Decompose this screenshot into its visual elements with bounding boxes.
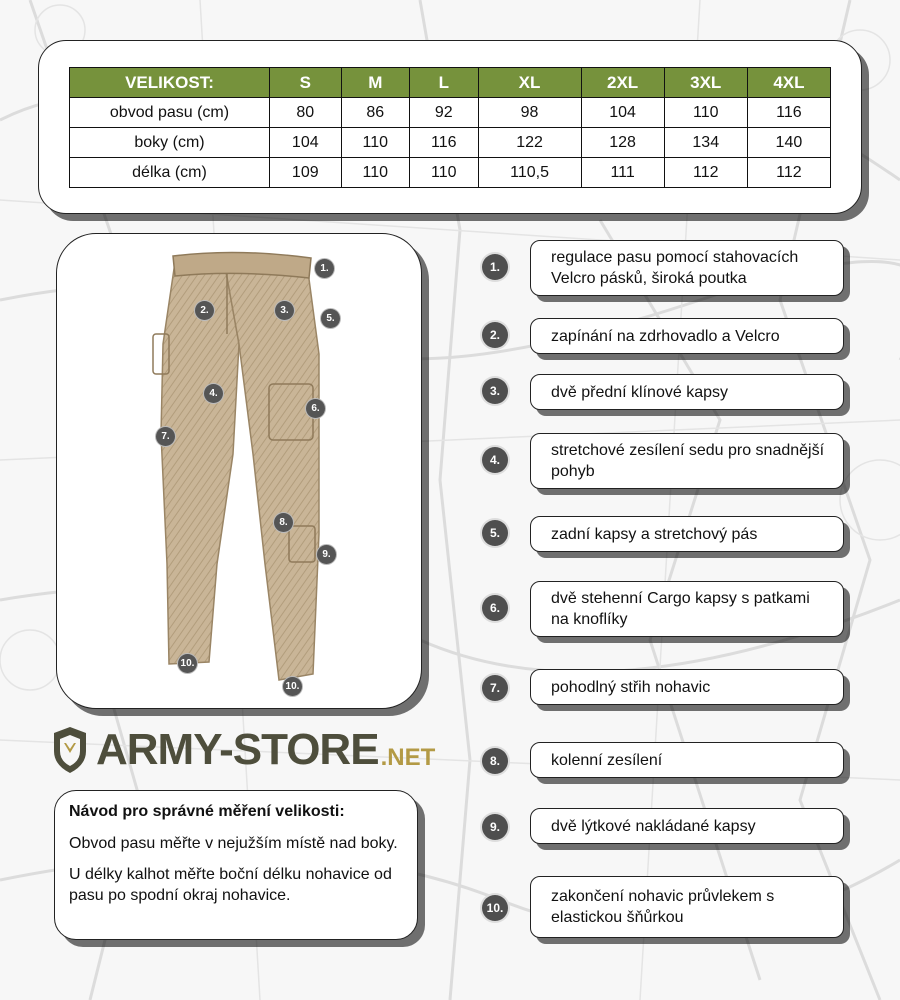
table-cell: 112 — [664, 158, 747, 188]
feature-number-badge: 1. — [482, 254, 508, 280]
feature-description: kolenní zesílení — [530, 742, 844, 778]
table-cell: 109 — [270, 158, 342, 188]
size-table — [69, 67, 831, 188]
feature-description: dvě stehenní Cargo kapsy s patkami na knoflíky — [530, 581, 844, 637]
header-cell: XL — [478, 68, 581, 98]
feature-number-badge: 3. — [482, 378, 508, 404]
table-cell: 80 — [270, 98, 342, 128]
callout-marker: 8. — [274, 513, 293, 532]
feature-item — [482, 240, 866, 298]
feature-description: pohodlný střih nohavic — [530, 669, 844, 705]
table-cell: 140 — [747, 128, 830, 158]
table-cell: 110 — [341, 128, 410, 158]
table-cell: 110 — [664, 98, 747, 128]
header-cell: L — [410, 68, 479, 98]
measurement-guide-card — [54, 790, 418, 940]
feature-number-badge: 6. — [482, 595, 508, 621]
table-cell: 110 — [341, 158, 410, 188]
callout-marker: 10. — [178, 654, 197, 673]
table-cell: 104 — [581, 98, 664, 128]
waist-measurement-text: Obvod pasu měřte v nejužším místě nad boky. — [69, 835, 398, 852]
feature-item — [482, 742, 866, 782]
row-label: boky (cm) — [70, 128, 270, 158]
feature-description: stretchové zesílení sedu pro snadnější pohyb — [530, 433, 844, 489]
pants-image-card — [56, 233, 422, 709]
measurement-guide-title: Návod pro správné měření velikosti: — [69, 803, 345, 820]
feature-number-badge: 5. — [482, 520, 508, 546]
table-cell: 104 — [270, 128, 342, 158]
header-cell: VELIKOST: — [70, 68, 270, 98]
feature-description: zadní kapsy a stretchový pás — [530, 516, 844, 552]
callout-marker: 5. — [321, 309, 340, 328]
feature-number-badge: 10. — [482, 895, 508, 921]
callout-marker: 4. — [204, 384, 223, 403]
table-cell: 110 — [410, 158, 479, 188]
feature-number-badge: 9. — [482, 814, 508, 840]
shield-icon — [52, 727, 88, 773]
table-cell: 128 — [581, 128, 664, 158]
feature-number-badge: 8. — [482, 748, 508, 774]
logo-main-text: ARMY-STORE — [96, 725, 379, 774]
table-row — [70, 98, 831, 128]
feature-number-badge: 7. — [482, 675, 508, 701]
table-row — [70, 158, 831, 188]
row-label: obvod pasu (cm) — [70, 98, 270, 128]
tactical-pants-image — [57, 234, 421, 708]
callout-marker: 1. — [315, 259, 334, 278]
table-cell: 116 — [747, 98, 830, 128]
feature-description: dvě lýtkové nakládané kapsy — [530, 808, 844, 844]
table-cell: 112 — [747, 158, 830, 188]
callout-marker: 2. — [195, 301, 214, 320]
table-cell: 92 — [410, 98, 479, 128]
callout-marker: 3. — [275, 301, 294, 320]
header-cell: S — [270, 68, 342, 98]
feature-item — [482, 808, 866, 848]
table-cell: 116 — [410, 128, 479, 158]
size-table-card — [38, 40, 862, 214]
army-store-logo — [52, 726, 435, 774]
feature-description: dvě přední klínové kapsy — [530, 374, 844, 410]
feature-description: regulace pasu pomocí stahovacích Velcro pásků, široká poutka — [530, 240, 844, 296]
table-cell: 111 — [581, 158, 664, 188]
table-cell: 86 — [341, 98, 410, 128]
length-measurement-text: U délky kalhot měřte boční délku nohavice od pasu po spodní okraj nohavice. — [69, 866, 392, 904]
feature-number-badge: 4. — [482, 447, 508, 473]
feature-item — [482, 581, 866, 639]
feature-item — [482, 433, 866, 491]
logo-suffix-text: .NET — [380, 744, 436, 771]
size-table-header-row — [70, 68, 831, 98]
header-cell: M — [341, 68, 410, 98]
table-row — [70, 128, 831, 158]
feature-item — [482, 669, 866, 709]
table-cell: 134 — [664, 128, 747, 158]
row-label: délka (cm) — [70, 158, 270, 188]
feature-item — [482, 516, 866, 556]
callout-marker: 6. — [306, 399, 325, 418]
table-cell: 110,5 — [478, 158, 581, 188]
table-cell: 122 — [478, 128, 581, 158]
feature-item — [482, 374, 866, 414]
callout-marker: 10. — [283, 677, 302, 696]
callout-marker: 7. — [156, 427, 175, 446]
feature-description: zapínání na zdrhovadlo a Velcro — [530, 318, 844, 354]
table-cell: 98 — [478, 98, 581, 128]
header-cell: 4XL — [747, 68, 830, 98]
feature-item — [482, 876, 866, 940]
header-cell: 3XL — [664, 68, 747, 98]
feature-item — [482, 318, 866, 358]
header-cell: 2XL — [581, 68, 664, 98]
callout-marker: 9. — [317, 545, 336, 564]
feature-description: zakončení nohavic průvlekem s elastickou šňůrkou — [530, 876, 844, 938]
feature-number-badge: 2. — [482, 322, 508, 348]
